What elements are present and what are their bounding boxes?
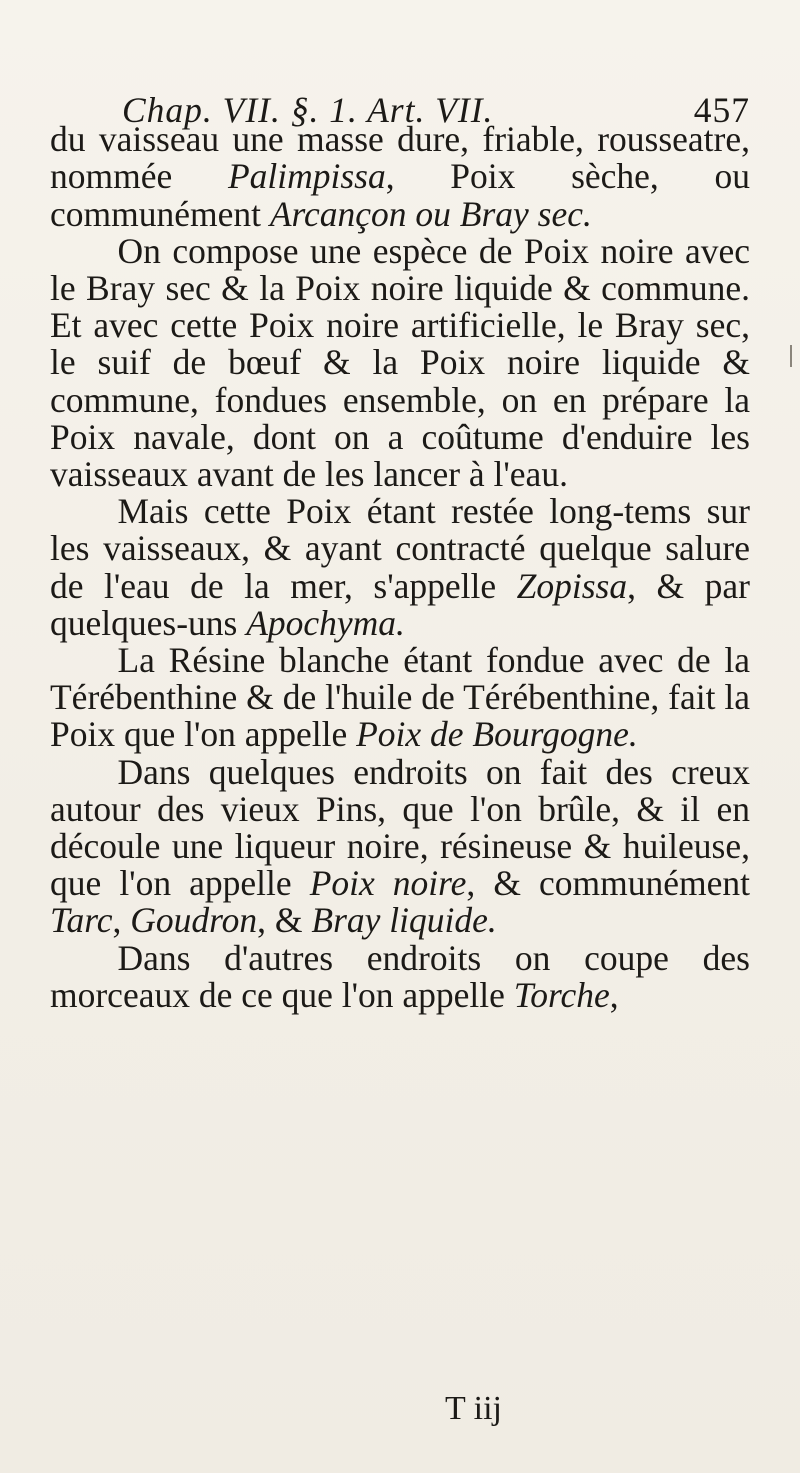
italic-term: Torche (513, 974, 610, 1015)
italic-term: Goudron (130, 900, 258, 941)
page-text (50, 92, 750, 1014)
text-segment: , & communément (466, 863, 750, 904)
paragraph (50, 751, 750, 941)
text-segment: On compose une espèce de Poix noire avec le Bray sec & la Poix noire liquide & commune. Et avec cette Poix noire artificielle, le Bray sec, le suif de bœuf & la Poix noire liquide & commune, fondues ensemble, on en prépare la Poix navale, dont on a coûtume d'enduire les vaisseaux avant de les lancer à l'eau. (50, 230, 750, 495)
text-segment: La Résine blanche étant fondue avec de la Térébenthine & de l'huile de Térébenthine, fait la Poix que l'on appelle (50, 640, 750, 755)
text-segment: Mais cette Poix étant restée long-tems sur les vaisseaux, & ayant contracté quelque salure de l'eau de la mer, s'appelle (50, 491, 750, 606)
margin-mark (790, 345, 792, 367)
italic-term: Arcançon ou Bray sec. (269, 193, 592, 234)
text-segment: , (609, 974, 619, 1015)
text-segment: Dans d'autres endroits on coupe des morceaux de ce que l'on appelle (50, 937, 750, 1015)
paragraph (50, 493, 750, 642)
text-segment: , Poix sèche, ou communément (50, 156, 750, 234)
text-segment: Dans quelques endroits on fait des creux autour des vieux Pins, que l'on brûle, & il en découle une liqueur noire, résineuse & huileuse, que l'on appelle (50, 751, 750, 904)
italic-term: Apochyma. (246, 602, 405, 643)
italic-term: Palimpissa (227, 156, 386, 197)
italic-term: Tarc (50, 900, 113, 941)
running-title: Chap. VII. §. 1. Art. VII. (122, 90, 494, 130)
text-segment: du vaisseau une masse dure, friable, rousseatre, nommée (50, 119, 750, 197)
page-number: 457 (693, 90, 750, 130)
paragraph (50, 937, 750, 1015)
paragraph (50, 642, 750, 754)
italic-term: Zopissa (516, 565, 628, 606)
signature-mark: T iij (445, 1390, 502, 1427)
text-segment: , & (257, 900, 312, 941)
paragraph (50, 230, 750, 495)
italic-term: Bray liquide. (311, 900, 497, 941)
text-segment: , (112, 900, 131, 941)
italic-term: Poix noire (309, 863, 467, 904)
paragraph (50, 121, 750, 233)
italic-term: Poix de Bourgogne. (356, 714, 638, 755)
text-segment: , & par quelques-uns (50, 565, 750, 643)
